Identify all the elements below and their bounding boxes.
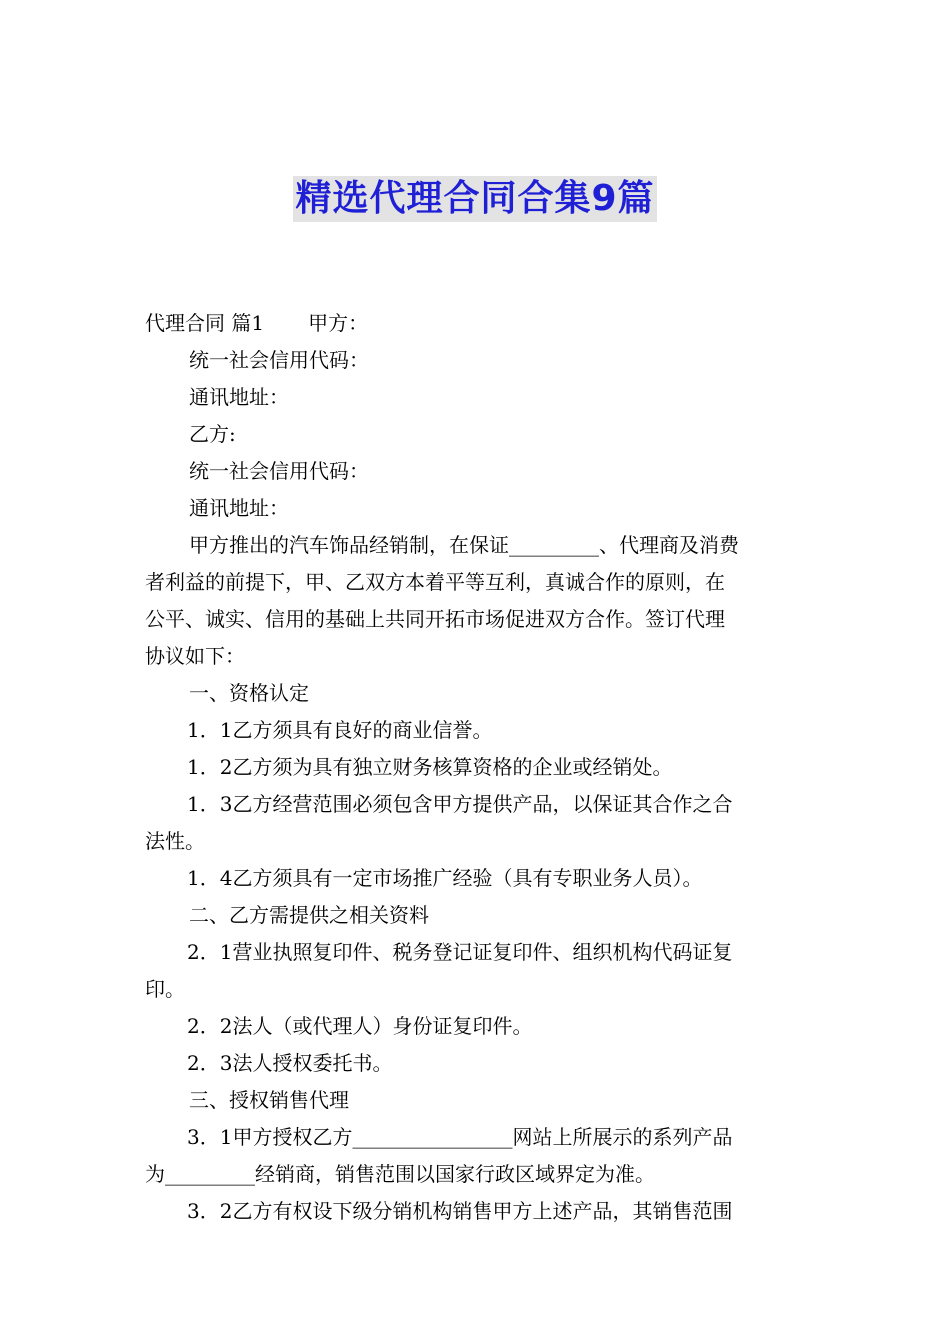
title-container <box>0 176 950 222</box>
party-b-label: 乙方: <box>189 422 236 446</box>
section-heading: 二、乙方需提供之相关资料 <box>189 903 429 927</box>
section-heading: 三、授权销售代理 <box>189 1088 349 1112</box>
party-a-credit-code: 统一社会信用代码： <box>189 348 369 372</box>
party-b-address: 通讯地址： <box>189 496 289 520</box>
party-a-label: 甲方： <box>308 311 369 335</box>
clause-item-continuation: 法性。 <box>145 829 205 853</box>
party-b-credit-code: 统一社会信用代码： <box>189 459 369 483</box>
clause-item: 1．3乙方经营范围必须包含甲方提供产品，以保证其合作之合 <box>187 792 733 816</box>
clause-item-continuation: 为_________经销商，销售范围以国家行政区域界定为准。 <box>145 1162 655 1186</box>
clause-item-continuation: 印。 <box>145 977 185 1001</box>
clause-item: 3．2乙方有权设下级分销机构销售甲方上述产品，其销售范围 <box>187 1199 733 1223</box>
clause-item: 2．2法人（或代理人）身份证复印件。 <box>187 1014 533 1038</box>
party-a-address: 通讯地址： <box>189 385 289 409</box>
preamble-line: 者利益的前提下，甲、乙双方本着平等互利，真诚合作的原则，在 <box>145 570 725 594</box>
clause-item: 3．1甲方授权乙方________________网站上所展示的系列产品 <box>187 1125 733 1149</box>
preamble-line: 甲方推出的汽车饰品经销制，在保证_________、代理商及消费 <box>189 533 739 557</box>
section-label: 代理合同 篇1 <box>145 311 265 335</box>
clause-item: 1．4乙方须具有一定市场推广经验（具有专职业务人员）。 <box>187 866 703 890</box>
preamble-line: 协议如下： <box>145 644 245 668</box>
section-heading: 一、资格认定 <box>189 681 309 705</box>
document-title: 精选代理合同合集9篇 <box>293 176 656 222</box>
document-body <box>145 305 807 1230</box>
clause-item: 2．3法人授权委托书。 <box>187 1051 393 1075</box>
clause-item: 2．1营业执照复印件、税务登记证复印件、组织机构代码证复 <box>187 940 733 964</box>
clause-item: 1．1乙方须具有良好的商业信誉。 <box>187 718 493 742</box>
section-header-line <box>145 305 807 342</box>
clause-item: 1．2乙方须为具有独立财务核算资格的企业或经销处。 <box>187 755 673 779</box>
preamble-line: 公平、诚实、信用的基础上共同开拓市场促进双方合作。签订代理 <box>145 607 725 631</box>
